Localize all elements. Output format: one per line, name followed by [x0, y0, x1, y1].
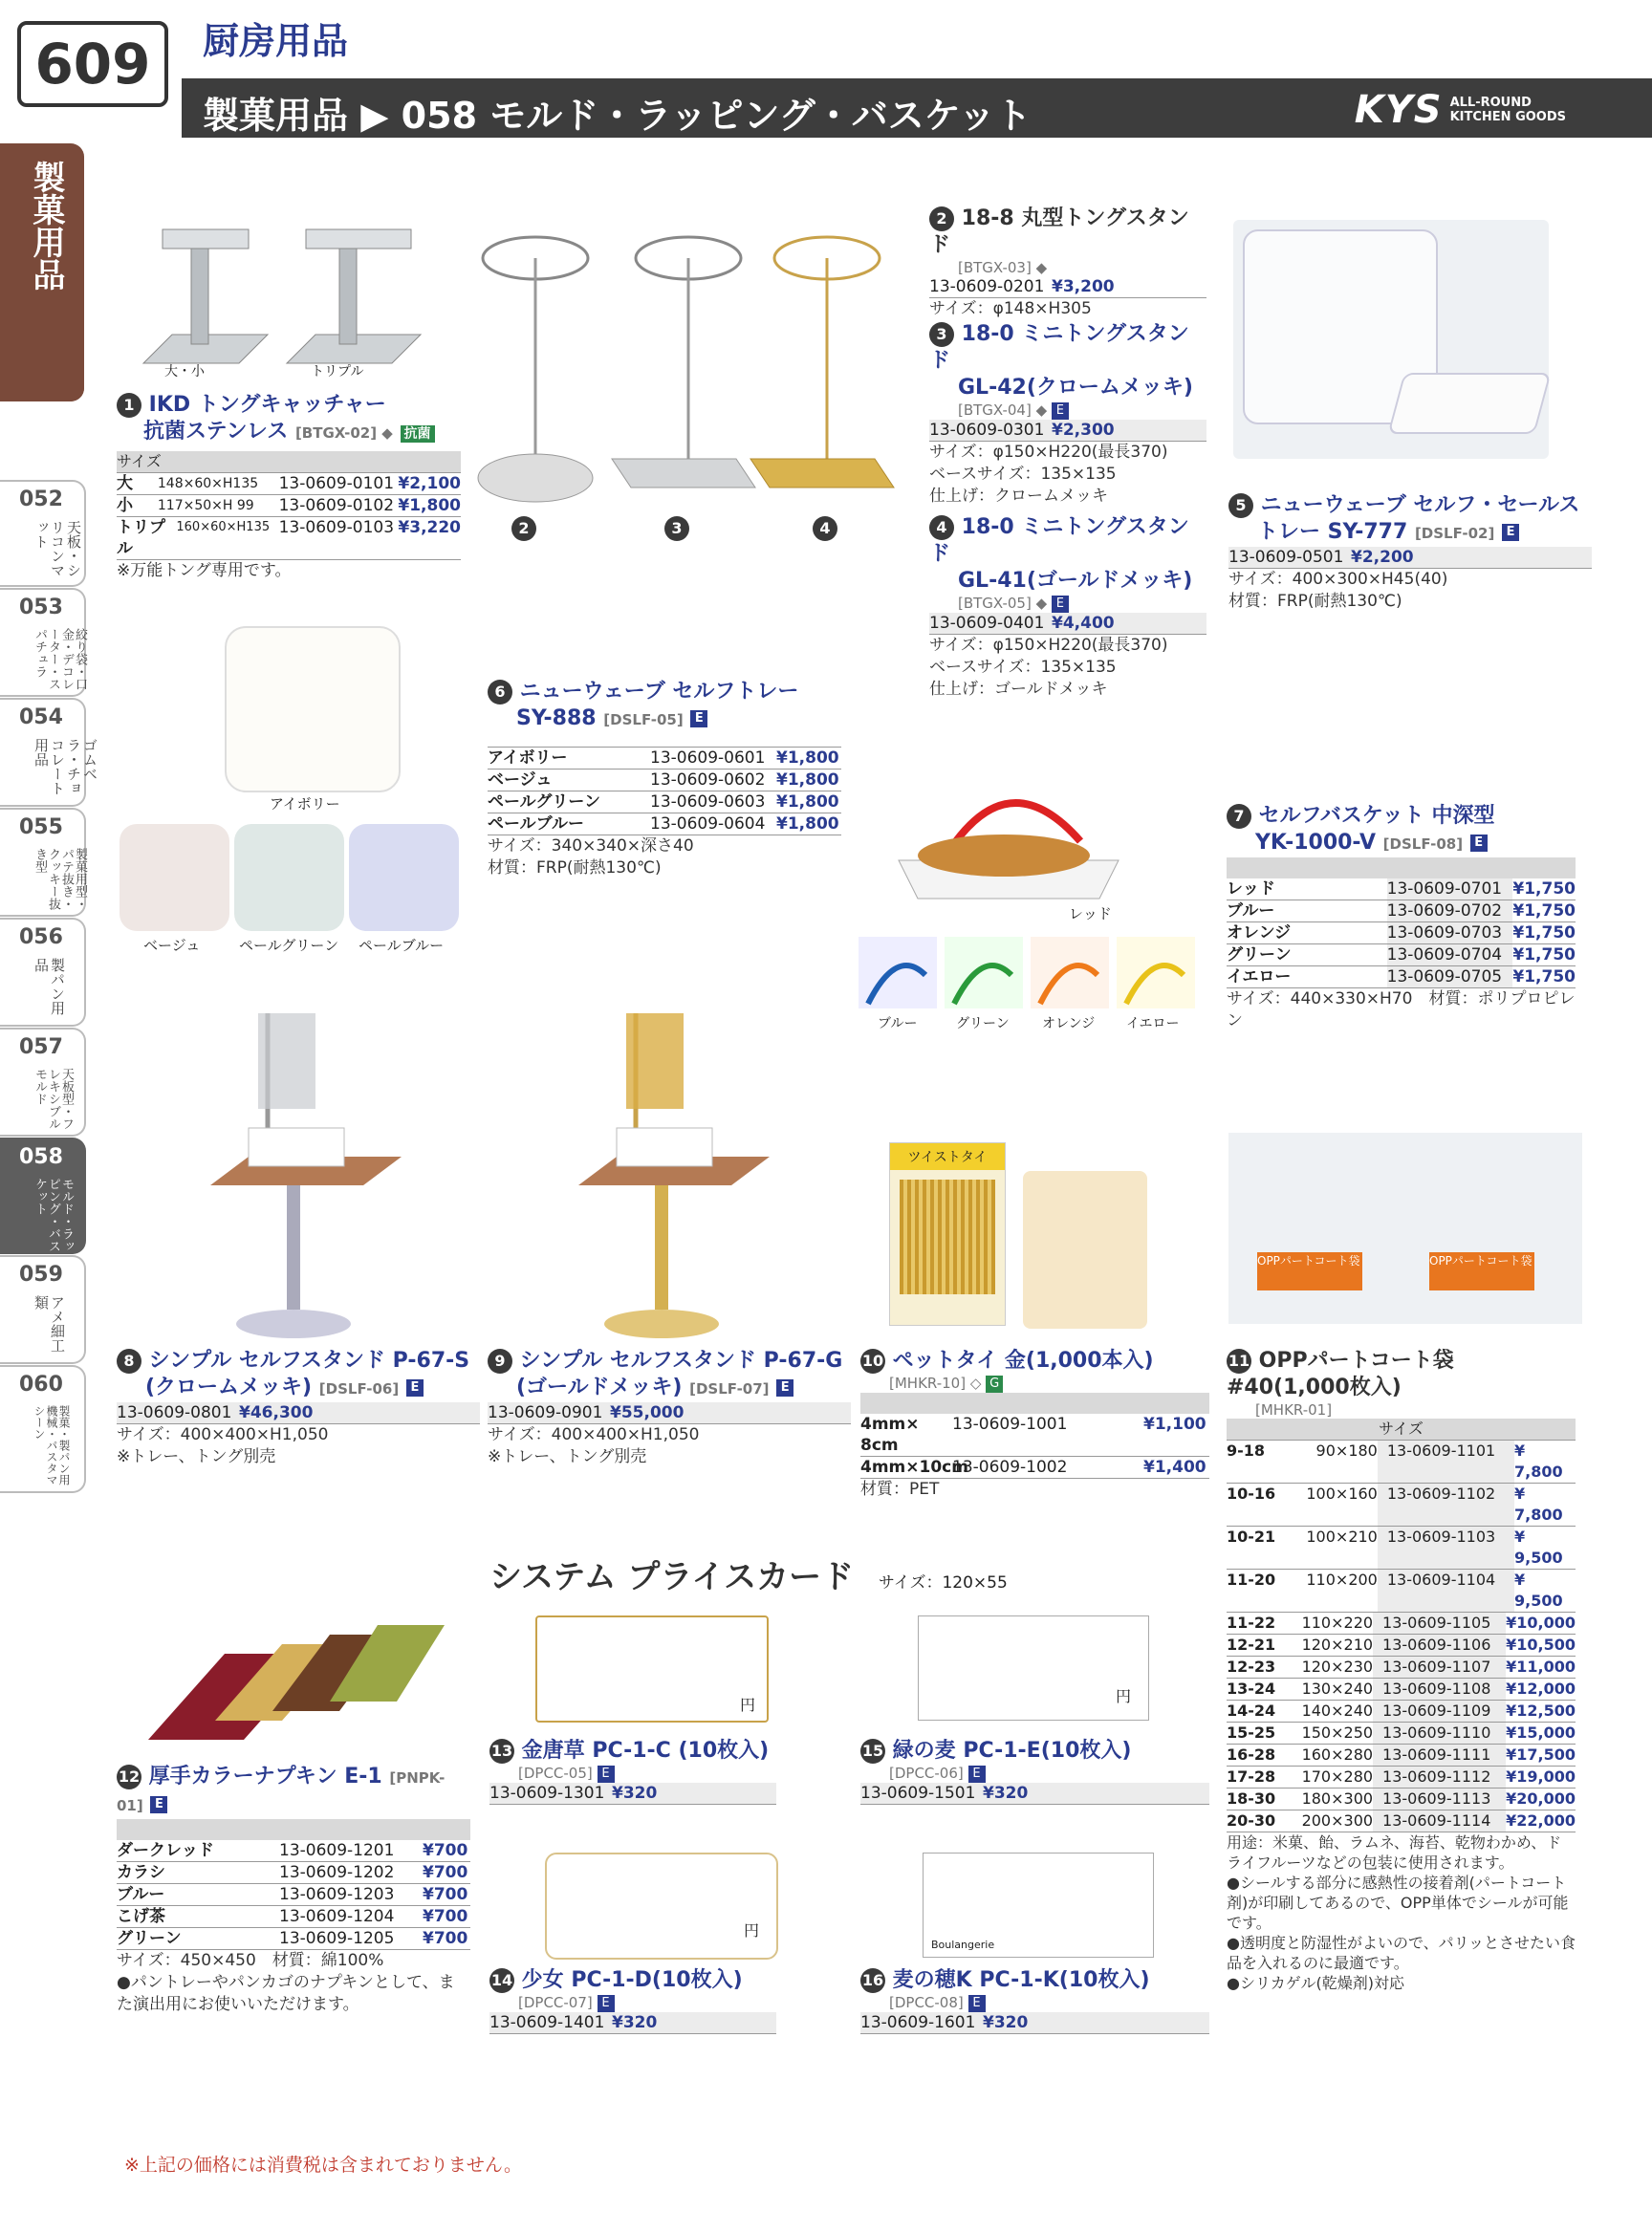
tray-palegreen-image	[234, 824, 344, 931]
table-row: 13-0609-1301 ¥320	[489, 1783, 776, 1805]
price-card-wheat-ear: Boulangerie	[923, 1853, 1154, 1958]
product-2: 2 18-8 丸型トングスタンド [BTGX-03] ◆ 13-0609-0201 ¥3,200 サイズ：φ148×H305	[929, 206, 1206, 320]
table-row: 13-0609-0201 ¥3,200	[929, 276, 1206, 298]
table-row: レッド 13-0609-0701 ¥1,750	[1227, 879, 1576, 899]
product-9: 9 シンプル セルフスタンド P-67-G (ゴールドメッキ) [DSLF-07] E 13-0609-0901 ¥55,000 サイズ：400×400×H1,050 ※トレー、トング別売	[488, 1348, 851, 1468]
table-row: アイボリー 13-0609-0601 ¥1,800	[488, 748, 841, 770]
table-row: 11-20 110×200 13-0609-1104 ¥ 9,500	[1227, 1570, 1576, 1613]
product-6: 6 ニューウェーブ セルフトレー SY-888 [DSLF-05] E アイボリー 13-0609-0601 ¥1,800 ベージュ 13-0609-0602 ¥1,800 ペールグリーン 13-0609-0603 ¥1,800 ペールブルー 13-0609-0604 ¥1,800 サイズ：340×340×深さ40 材質：FRP(耐熱130℃)	[488, 679, 841, 879]
basket-blue-image	[859, 937, 937, 1008]
tray-beige-image	[120, 824, 229, 931]
basket-yellow-image	[1117, 937, 1195, 1008]
table-row: 13-0609-1601 ¥320	[860, 2012, 1209, 2034]
brand-logo: KYS ALL-ROUND KITCHEN GOODS	[1354, 88, 1566, 132]
page-number: 609	[17, 21, 168, 107]
subcategory-bar	[182, 78, 1652, 138]
sidebar-range: 052〜060	[13, 415, 85, 465]
product-image-tong-catcher: 大・小 トリプル	[124, 191, 440, 382]
tax-footnote: ※上記の価格には消費税は含まれておりません。	[124, 2155, 523, 2176]
table-row: 12-21 120×210 13-0609-1106 ¥10,500	[1227, 1635, 1576, 1657]
price-card-green-wheat: 円	[918, 1615, 1149, 1721]
table-row: 9-18 90×180 13-0609-1101 ¥ 7,800	[1227, 1441, 1576, 1484]
sidebar-tab-055[interactable]: 055 製菓用型・パテ抜き・クッキー抜き型	[0, 808, 86, 917]
tray-paleblue-image	[349, 824, 459, 931]
table-row: 小 117×50×H 99 13-0609-0102 ¥1,800	[117, 496, 461, 515]
sidebar-tab-053[interactable]: 053 絞り袋・口金・デコレーター・スパチュラ	[0, 588, 86, 697]
table-row: 4mm×10cm 13-0609-1002 ¥1,400	[860, 1457, 1209, 1479]
table-row: 13-0609-0301 ¥2,300	[929, 420, 1206, 442]
table-row: オレンジ 13-0609-0703 ¥1,750	[1227, 923, 1576, 943]
table-row: カラシ 13-0609-1202 ¥700	[117, 1862, 470, 1884]
sidebar-tab-058[interactable]: 058 モルド・ラッピング・バスケット	[0, 1138, 86, 1254]
product-10: 10 ペットタイ 金(1,000本入) [MHKR-10] ◇ G 4mm× 8cm 13-0609-1001 ¥1,100 4mm×10cm 13-0609-1002 ¥1,400 材質：PET	[860, 1348, 1209, 1501]
self-stand-chrome-image	[191, 994, 440, 1357]
table-row: 13-0609-0401 ¥4,400	[929, 613, 1206, 635]
product-13: 13 金唐草 PC-1-C (10枚入) [DPCC-05] E 13-0609-1301 ¥320	[489, 1738, 776, 1805]
table-row: ダークレッド 13-0609-1201 ¥700	[117, 1840, 470, 1862]
sidebar	[0, 143, 98, 1940]
basket-red-image	[889, 755, 1147, 908]
table-row: 14-24 140×240 13-0609-1109 ¥12,500	[1227, 1701, 1576, 1723]
table-row: ブルー 13-0609-1203 ¥700	[117, 1884, 470, 1906]
product-image-tong-stands: 2 3 4	[468, 229, 908, 554]
category-title: 厨房用品	[203, 20, 349, 62]
tray-ivory-label: アイボリー	[270, 795, 340, 813]
opp-bag-image: OPPパートコート袋 OPPパートコート袋	[1228, 1133, 1582, 1324]
table-row: 10-21 100×210 13-0609-1103 ¥ 9,500	[1227, 1527, 1576, 1570]
napkin-image	[129, 1615, 454, 1759]
product-4: 4 18-0 ミニトングスタンド GL-41(ゴールドメッキ) [BTGX-05] ◆ E 13-0609-0401 ¥4,400 サイズ：φ150×H220(最長370) ベースサイズ：135×135 仕上げ：ゴールドメッキ	[929, 514, 1206, 701]
table-row: トリプル 160×60×H135 13-0609-0103 ¥3,220	[117, 518, 462, 558]
table-row: 13-0609-0801 ¥46,300	[117, 1402, 480, 1424]
table-row: ペールグリーン 13-0609-0603 ¥1,800	[488, 791, 841, 813]
tray-ivory-image	[225, 626, 401, 792]
product-15: 15 緑の麦 PC-1-E(10枚入) [DPCC-06] E 13-0609-1501 ¥320	[860, 1738, 1209, 1805]
tong-catcher-illustration	[124, 191, 440, 382]
table-row: 4mm× 8cm 13-0609-1001 ¥1,100	[860, 1414, 1209, 1457]
sidebar-tab-057[interactable]: 057 天板型・フレキシブルモルド	[0, 1028, 86, 1137]
table-row: 13-0609-0501 ¥2,200	[1228, 547, 1592, 569]
table-row: 10-16 100×160 13-0609-1102 ¥ 7,800	[1227, 1484, 1576, 1527]
price-card-girl: 円	[545, 1853, 778, 1960]
product-14: 14 少女 PC-1-D(10枚入) [DPCC-07] E 13-0609-1401 ¥320	[489, 1967, 776, 2034]
price-card-kinkarakusa: 円	[535, 1615, 769, 1723]
table-row: こげ茶 13-0609-1204 ¥700	[117, 1906, 470, 1928]
basket-green-image	[945, 937, 1023, 1008]
sidebar-tab-056[interactable]: 056 製パン用品	[0, 918, 86, 1027]
table-row: 13-0609-1401 ¥320	[489, 2012, 776, 2034]
product-11: 11 OPPパートコート袋 #40(1,000枚入) [MHKR-01] サイズ 9-18 90×180 13-0609-1101 ¥ 7,800 10-16 100×160 13-0609-1102 ¥ 7,800 10-21 100×210 13-0609-1103 ¥ 9,500 11-20 110×200 13-0609-1104 ¥ 9,500 11-22 110×220 13-0609-1105 ¥10,000 12-21 120×210 13-0609-1106 ¥10,500 12-23 120×230 13-0609-1107 ¥11,000 13-24 130×240 13-0609-1108 ¥12,000 14-24 140×240 13-0609-1109 ¥12,500 15-25 150×250 13-0609-1110 ¥15,000 16-28 160×280 13-0609-1111 ¥17,500 17-28 170×280 13-0609-1112 ¥19,000 18-30 180×300 13-0609-1113 ¥20,000 20-30 200×300 13-0609-1114 ¥22,000 用途：米菓、飴、ラムネ、海苔、乾物わかめ、ドライフルーツなどの包装に使用されます。 ●シールする部分に感熱性の接着剤(パートコート剤)が印刷してあるので、OPP単体でシールが可能です。 ●透明度と防湿性がよいので、パリッとさせたい食品を入れるのに最適です。 ●シリカゲル(乾燥剤)対応	[1227, 1349, 1576, 1992]
product-7: 7 セルフバスケット 中深型 YK-1000-V [DSLF-08] E レッド 13-0609-0701 ¥1,750 ブルー 13-0609-0702 ¥1,750 オレンジ 13-0609-0703 ¥1,750 グリーン 13-0609-0704 ¥1,750 イエロー 13-0609-0705 ¥1,750 サイズ：440×330×H70 材質：ポリプロピレン	[1227, 804, 1576, 1030]
product-3: 3 18-0 ミニトングスタンド GL-42(クロームメッキ) [BTGX-04] ◆ E 13-0609-0301 ¥2,300 サイズ：φ150×H220(最長370) ベースサイズ：135×135 仕上げ：クロームメッキ	[929, 321, 1206, 508]
table-row: 20-30 200×300 13-0609-1114 ¥22,000	[1227, 1810, 1576, 1832]
product-1: 1 IKD トングキャッチャー 抗菌ステンレス [BTGX-02] ◆ 抗菌 サイズ 大 148×60×H135 13-0609-0101 ¥2,100 小 117×50×H 99 13-0609-0102 ¥1,800 トリプル 160×60×H135 13-0609-0103 ¥3,220 ※万能トング専用です。	[117, 393, 462, 580]
sidebar-tab-054[interactable]: 054 ゴムベラ・チョコレート用品	[0, 698, 86, 807]
pet-tie-package-image: ツイストタイ	[889, 1142, 1006, 1326]
product-12: 12 厚手カラーナプキン E-1 [PNPK-01] E ダークレッド 13-0609-1201 ¥700 カラシ 13-0609-1202 ¥700 ブルー 13-0609-1203 ¥700 こげ茶 13-0609-1204 ¥700 グリーン 13-0609-1205 ¥700 サイズ：450×450 材質：綿100% ●パントレーやパンカゴのナプキンとして、また演出用にお使いいただけます。	[117, 1764, 470, 2016]
sidebar-tab-052[interactable]: 052 天板・シリコンマット	[0, 480, 86, 587]
table-row: 13-24 130×240 13-0609-1108 ¥12,000	[1227, 1679, 1576, 1701]
table-row: 15-25 150×250 13-0609-1110 ¥15,000	[1227, 1723, 1576, 1745]
subcategory-title: 製菓用品 ▶ 058 モルド・ラッピング・バスケット	[203, 95, 1032, 137]
table-row: ベージュ 13-0609-0602 ¥1,800	[488, 770, 841, 791]
table-row: 16-28 160×280 13-0609-1111 ¥17,500	[1227, 1745, 1576, 1767]
opp-size-table	[1227, 1441, 1576, 1832]
self-stand-gold-image	[559, 994, 808, 1357]
table-row: ペールブルー 13-0609-0604 ¥1,800	[488, 813, 841, 835]
product-8: 8 シンプル セルフスタンド P-67-S (クロームメッキ) [DSLF-06] E 13-0609-0801 ¥46,300 サイズ：400×400×H1,050 ※トレー、トング別売	[117, 1348, 480, 1468]
table-row: 17-28 170×280 13-0609-1112 ¥19,000	[1227, 1767, 1576, 1789]
price-card-section-heading: システム プライスカード サイズ：120×55	[489, 1558, 1008, 1596]
table-row: 11-22 110×220 13-0609-1105 ¥10,000	[1227, 1613, 1576, 1635]
tong-stand-illustration	[468, 229, 908, 554]
product-image-tray-sy777	[1233, 220, 1549, 459]
table-row: 18-30 180×300 13-0609-1113 ¥20,000	[1227, 1789, 1576, 1810]
sidebar-tab-060[interactable]: 060 製菓・製パン用機械・パスタマシーン	[0, 1365, 86, 1493]
table-row: イエロー 13-0609-0705 ¥1,750	[1227, 967, 1576, 986]
basket-orange-image	[1031, 937, 1109, 1008]
table-row: 大 148×60×H135 13-0609-0101 ¥2,100	[117, 474, 461, 493]
product-5: 5 ニューウェーブ セルフ・セールス トレー SY-777 [DSLF-02] E 13-0609-0501 ¥2,200 サイズ：400×300×H45(40) 材質：FRP(耐熱130℃)	[1228, 492, 1592, 613]
table-row: グリーン 13-0609-0704 ¥1,750	[1227, 945, 1576, 965]
table-row: 12-23 120×230 13-0609-1107 ¥11,000	[1227, 1657, 1576, 1679]
table-row: 13-0609-1501 ¥320	[860, 1783, 1209, 1805]
sidebar-tab-059[interactable]: 059 アメ細工類	[0, 1255, 86, 1364]
sidebar-section[interactable]: 製菓用品	[0, 143, 84, 401]
table-row: 13-0609-0901 ¥55,000	[488, 1402, 851, 1424]
bread-bag-image	[1023, 1171, 1147, 1329]
table-row: ブルー 13-0609-0702 ¥1,750	[1227, 901, 1576, 921]
table-row: グリーン 13-0609-1205 ¥700	[117, 1928, 470, 1950]
product-16: 16 麦の穂K PC-1-K(10枚入) [DPCC-08] E 13-0609-1601 ¥320	[860, 1967, 1209, 2034]
